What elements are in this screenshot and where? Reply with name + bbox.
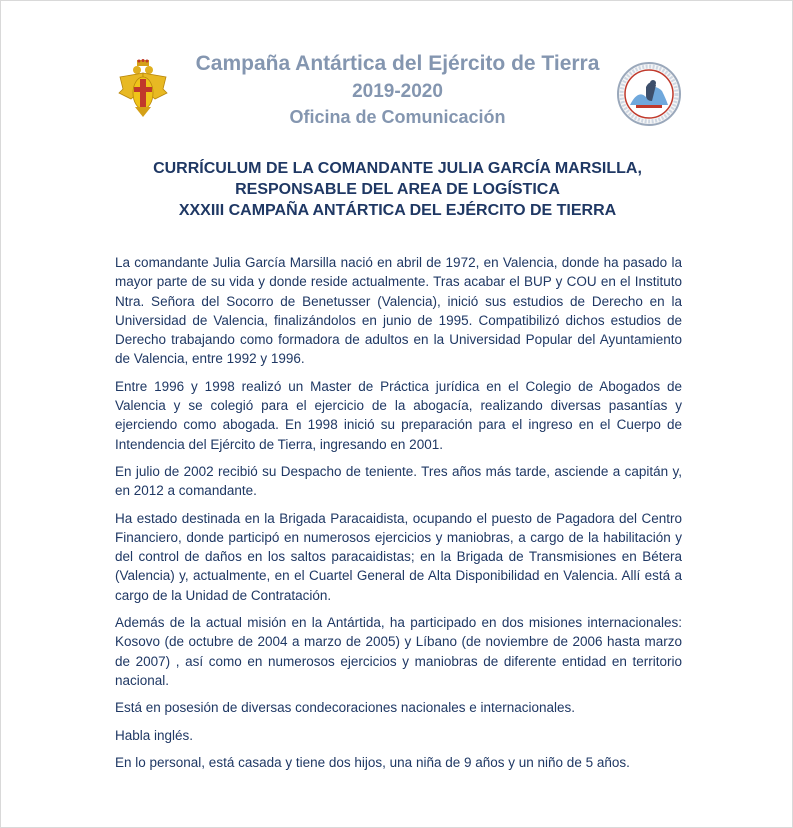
title-line-2: RESPONSABLE DEL AREA DE LOGÍSTICA [235,181,560,198]
body-paragraph: En julio de 2002 recibió su Despacho de teniente. Tres años más tarde, asciende a capitán y, en 2012 a comandante. [115,463,682,499]
header-campaign-years: 2019-2020 [352,81,443,102]
document-title [1,158,793,221]
body-paragraph: Además de la actual misión en la Antártida, ha participado en dos misiones internacionales: Kosovo (de octubre de 2004 a marzo de 2005) y Líbano (de noviembre de 2006 hasta marzo de 2007) , así como en numerosos ejercicios y maniobras de diferente entidad en territorio nacional. [115,615,682,688]
body-paragraph: Ha estado destinada en la Brigada Paracaidista, ocupando el puesto de Pagadora del Centro Financiero, donde participó en numerosos ejercicios y maniobras, a cargo de la habilitación y del control de daños en los saltos paracaidistas; en la Brigada de Transmisiones en Bétera (Valencia) y, actualmente, en el Cuartel General de Alta Disponibilidad en Valencia. Allí está a cargo de la Unidad de Contratación. [115,510,682,603]
campaign-header [1,49,793,130]
body-paragraph: La comandante Julia García Marsilla nació en abril de 1972, en Valencia, donde ha pasado la mayor parte de su vida y donde reside actualmente. Tras acabar el BUP y COU en el Instituto Ntra. Señora del Socorro de Benetusser (Valencia), inició sus estudios de Derecho en la Universidad de Valencia, finalizándolos en junio de 1995. Compatibilizó dichos estudios de Derecho trabajando como formadora de adultos en la Universidad Popular del Ayuntamiento de Valencia, entre 1992 y 1996. [115,255,682,367]
header-office-name: Oficina de Comunicación [289,107,506,127]
header-campaign-title: Campaña Antártica del Ejército de Tierra [195,52,600,75]
body-paragraph: Está en posesión de diversas condecoraciones nacionales e internacionales. [115,700,576,716]
body-paragraph: Habla inglés. [115,727,194,743]
body-paragraph: Entre 1996 y 1998 realizó un Master de Práctica jurídica en el Colegio de Abogados de Valencia y se colegió para el ejercicio de la abogacía, realizando diversas pasantías y ejerciendo como abogada. En 1998 inició su preparación para el ingreso en el Cuerpo de Intendencia del Ejército de Tierra, ingresando en 2001. [115,378,682,452]
title-line-1: CURRÍCULUM DE LA COMANDANTE JULIA GARCÍA MARSILLA, [153,160,642,177]
title-line-3: XXXIII CAMPAÑA ANTÁRTICA DEL EJÉRCITO DE TIERRA [178,202,617,219]
body-paragraph: En lo personal, está casada y tiene dos hijos, una niña de 9 años y un niño de 5 años. [115,754,630,770]
document-body [115,253,682,780]
